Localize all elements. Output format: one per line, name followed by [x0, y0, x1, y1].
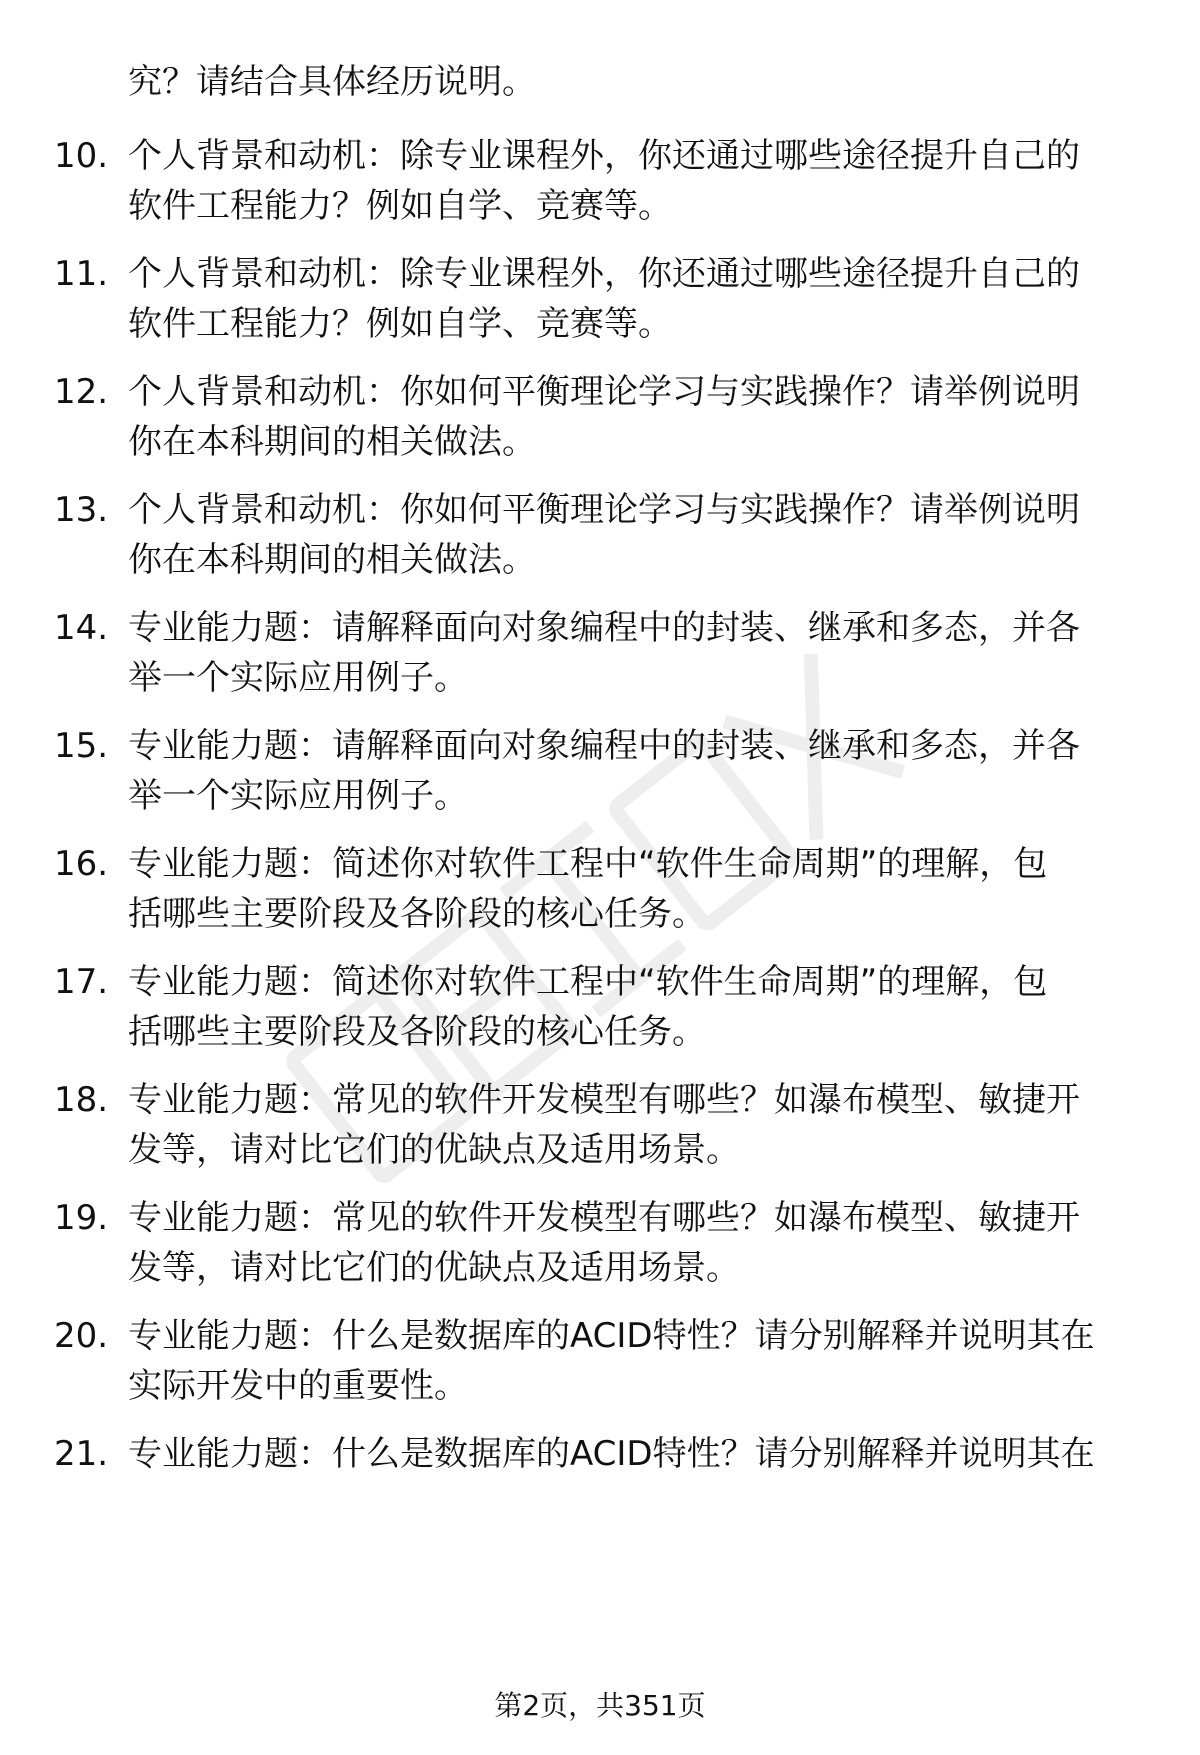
item-text-line-1: 专业能力题：常见的软件开发模型有哪些？如瀑布模型、敏捷开	[128, 1198, 1080, 1238]
item-text-line-2: 软件工程能力？例如自学、竞赛等。	[128, 304, 672, 344]
item-text-line-1: 专业能力题：简述你对软件工程中“软件生命周期”的理解，包	[128, 844, 1048, 884]
page-footer: 第2页，共351页	[494, 1689, 706, 1722]
item-text-line-2: 举一个实际应用例子。	[128, 776, 468, 816]
item-text-line-1: 个人背景和动机：除专业课程外，你还通过哪些途径提升自己的	[128, 254, 1080, 294]
item-text-line-1: 专业能力题：什么是数据库的ACID特性？请分别解释并说明其在	[128, 1434, 1095, 1474]
item-text-line-2: 软件工程能力？例如自学、竞赛等。	[128, 186, 672, 226]
item-text-line-2: 举一个实际应用例子。	[128, 658, 468, 698]
item-number: 21.	[54, 1434, 109, 1474]
item-number: 16.	[54, 844, 109, 884]
item-text-line-2: 发等，请对比它们的优缺点及适用场景。	[128, 1130, 740, 1170]
item-number: 17.	[54, 962, 109, 1002]
item-text-line-2: 发等，请对比它们的优缺点及适用场景。	[128, 1248, 740, 1288]
item-number: 19.	[54, 1198, 109, 1238]
item-text-line-2: 实际开发中的重要性。	[128, 1366, 468, 1406]
item-number: 15.	[54, 726, 109, 766]
item-text-line-1: 专业能力题：请解释面向对象编程中的封装、继承和多态，并各	[128, 608, 1080, 648]
item-number: 14.	[54, 608, 109, 648]
item-text-line-1: 专业能力题：简述你对软件工程中“软件生命周期”的理解，包	[128, 962, 1048, 1002]
item-number: 12.	[54, 372, 109, 412]
item-number: 10.	[54, 136, 109, 176]
item-text-line-2: 你在本科期间的相关做法。	[128, 422, 536, 462]
item-text-line-2: 括哪些主要阶段及各阶段的核心任务。	[128, 1012, 706, 1052]
item-number: 13.	[54, 490, 109, 530]
continuation-line: 究？请结合具体经历说明。	[128, 62, 536, 102]
item-number: 20.	[54, 1316, 109, 1356]
item-text-line-1: 个人背景和动机：你如何平衡理论学习与实践操作？请举例说明	[128, 490, 1080, 530]
item-number: 18.	[54, 1080, 109, 1120]
item-text-line-1: 专业能力题：什么是数据库的ACID特性？请分别解释并说明其在	[128, 1316, 1095, 1356]
item-text-line-1: 专业能力题：请解释面向对象编程中的封装、继承和多态，并各	[128, 726, 1080, 766]
item-text-line-1: 专业能力题：常见的软件开发模型有哪些？如瀑布模型、敏捷开	[128, 1080, 1080, 1120]
item-text-line-2: 你在本科期间的相关做法。	[128, 540, 536, 580]
item-number: 11.	[54, 254, 109, 294]
item-text-line-1: 个人背景和动机：除专业课程外，你还通过哪些途径提升自己的	[128, 136, 1080, 176]
item-text-line-1: 个人背景和动机：你如何平衡理论学习与实践操作？请举例说明	[128, 372, 1080, 412]
item-text-line-2: 括哪些主要阶段及各阶段的核心任务。	[128, 894, 706, 934]
